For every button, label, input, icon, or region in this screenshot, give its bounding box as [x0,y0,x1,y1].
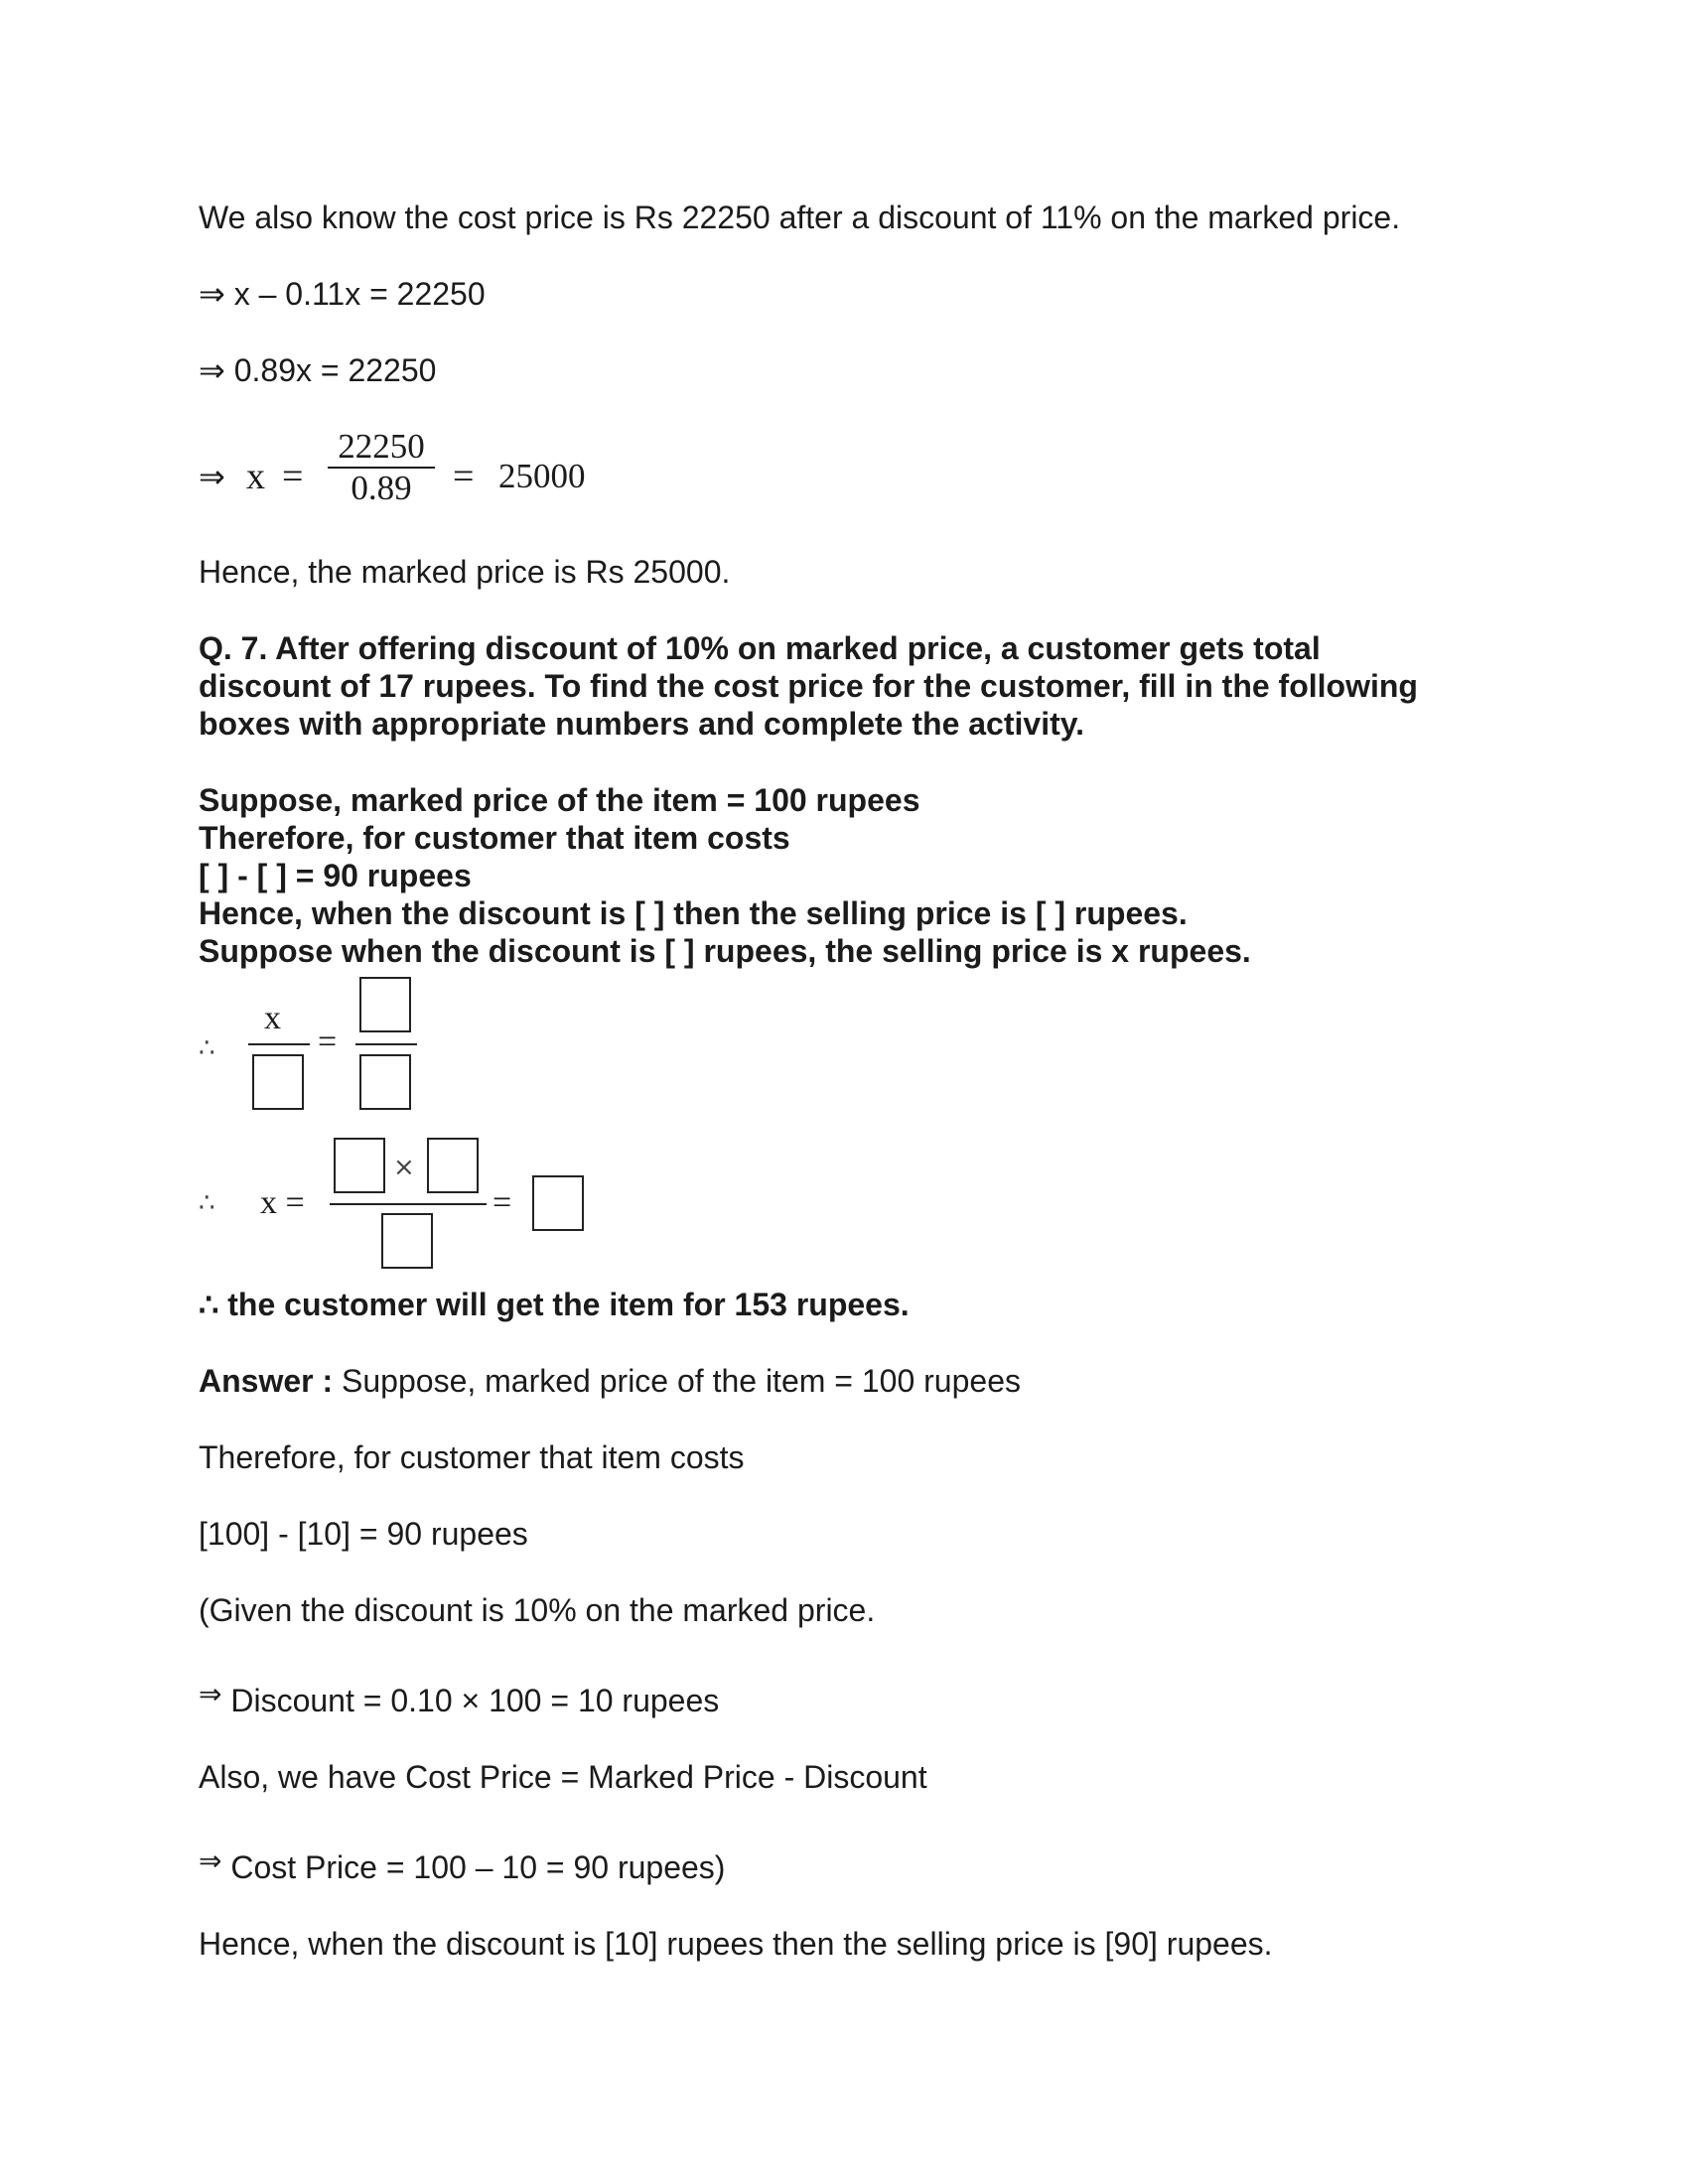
activity-text: Suppose, marked price of the item = 100 rupees [199,782,920,818]
text-line: ⇒ x – 0.11x = 22250 [199,276,486,312]
text-span: Discount = 0.10 × 100 = 10 rupees [221,1683,720,1718]
answer-box[interactable] [381,1213,433,1269]
text-span: Cost Price = 100 – 10 = 90 rupees) [221,1849,726,1885]
activity-text: Hence, when the discount is [ ] then the selling price is [ ] rupees. [199,895,1188,931]
equals-sign: = [282,456,304,497]
multiply-symbol: × [393,1153,415,1182]
text-line [199,1844,726,1888]
text-line: (Given the discount is 10% on the marked price. [199,1592,876,1628]
therefore-symbol: ∴ [199,1033,215,1063]
text-line: We also know the cost price is Rs 22250 after a discount of 11% on the marked price. [199,200,1401,235]
variable-x: x [264,1000,281,1036]
answer-box[interactable] [532,1175,584,1231]
question-text: Q. 7. After offering discount of 10% on marked price, a customer gets total [199,630,1321,666]
question-text: discount of 17 rupees. To find the cost price for the customer, fill in the following [199,668,1418,704]
activity-text: Suppose when the discount is [ ] rupees, the selling price is x rupees. [199,933,1251,969]
activity-text: Therefore, for customer that item costs [199,820,790,856]
fraction-bar [248,1043,310,1045]
implies-arrow: ⇒ [199,1844,222,1877]
question-text: boxes with appropriate numbers and complete the activity. [199,706,1085,742]
fraction-denominator: 0.89 [351,469,412,507]
therefore-symbol: ∴ [199,1188,215,1218]
answer-box[interactable] [252,1054,304,1110]
fraction [328,427,435,508]
equals-sign: = [318,1024,338,1060]
answer-line [199,1362,1021,1400]
text-line: Hence, when the discount is [10] rupees then the selling price is [90] rupees. [199,1926,1273,1962]
fraction-numerator: 22250 [338,427,425,466]
answer-label: Answer : [199,1363,334,1399]
variable-x: x [246,456,265,497]
result-value: 25000 [498,457,586,495]
answer-box[interactable] [334,1138,385,1193]
activity-conclusion: ∴ the customer will get the item for 153 rupees. [199,1287,910,1322]
answer-box[interactable] [427,1138,479,1193]
activity-text: [ ] - [ ] = 90 rupees [199,858,472,893]
fraction-bar [330,1203,487,1205]
answer-text: Suppose, marked price of the item = 100 rupees [333,1363,1021,1399]
text-line [199,1678,720,1721]
x-equals: x = [260,1184,305,1221]
text-line: Therefore, for customer that item costs [199,1439,745,1475]
equals-sign: = [453,456,475,497]
text-line: [100] - [10] = 90 rupees [199,1516,528,1552]
implies-arrow: ⇒ [199,1678,222,1710]
answer-box[interactable] [359,1054,411,1110]
text-line: Also, we have Cost Price = Marked Price - Discount [199,1759,927,1795]
text-line: ⇒ 0.89x = 22250 [199,352,437,388]
answer-box[interactable] [359,977,411,1032]
fraction-bar [355,1043,417,1045]
text-line: Hence, the marked price is Rs 25000. [199,554,731,590]
equals-sign: = [492,1184,512,1221]
implies-arrow: ⇒ [199,458,225,495]
